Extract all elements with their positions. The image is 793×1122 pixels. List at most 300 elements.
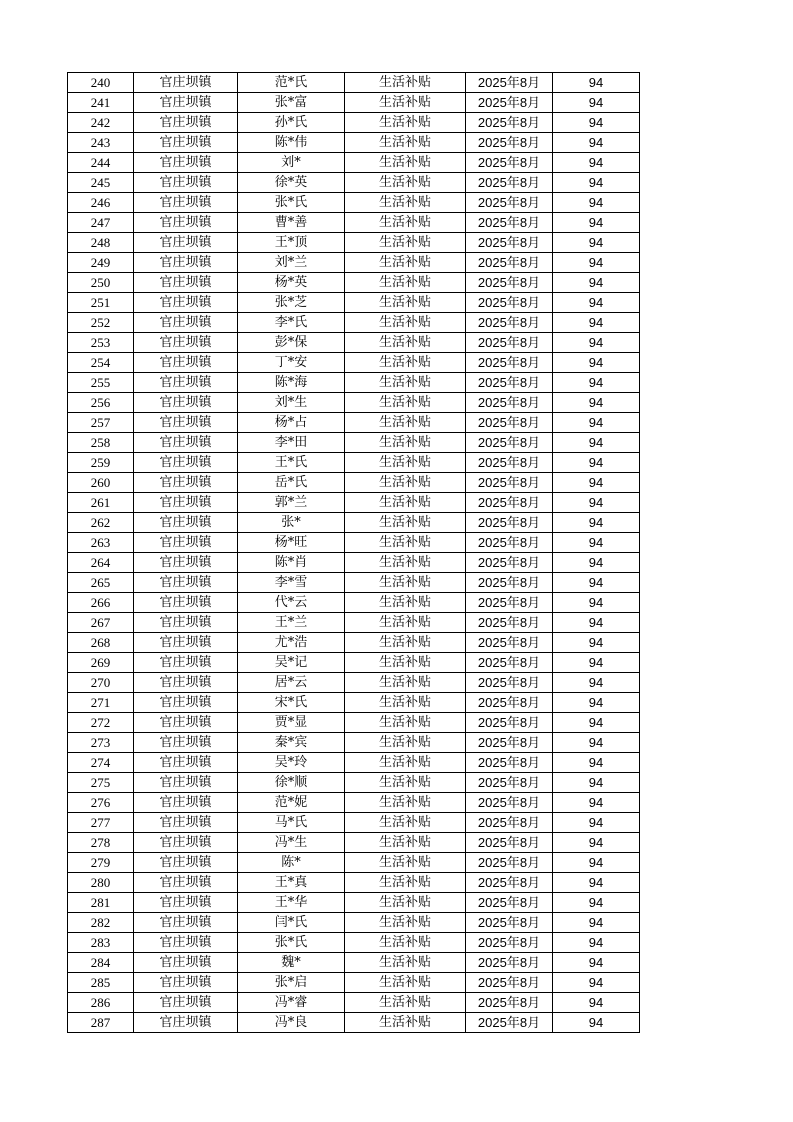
table-row xyxy=(68,493,640,513)
subsidy-type-cell: 生活补贴 xyxy=(345,333,466,353)
row-number-cell: 264 xyxy=(68,553,134,573)
row-number-cell: 252 xyxy=(68,313,134,333)
subsidy-type-cell: 生活补贴 xyxy=(345,453,466,473)
amount-cell: 94 xyxy=(553,653,640,673)
town-cell: 官庄坝镇 xyxy=(134,133,238,153)
name-cell: 范*氏 xyxy=(238,73,345,93)
subsidy-type-cell: 生活补贴 xyxy=(345,233,466,253)
period-cell: 2025年8月 xyxy=(466,993,553,1013)
table-row xyxy=(68,593,640,613)
row-number-cell: 286 xyxy=(68,993,134,1013)
subsidy-type-cell: 生活补贴 xyxy=(345,973,466,993)
table-row xyxy=(68,453,640,473)
subsidy-type-cell: 生活补贴 xyxy=(345,633,466,653)
town-cell: 官庄坝镇 xyxy=(134,773,238,793)
subsidy-type-cell: 生活补贴 xyxy=(345,833,466,853)
name-cell: 徐*顺 xyxy=(238,773,345,793)
amount-cell: 94 xyxy=(553,753,640,773)
amount-cell: 94 xyxy=(553,1013,640,1033)
subsidy-type-cell: 生活补贴 xyxy=(345,433,466,453)
name-cell: 岳*氏 xyxy=(238,473,345,493)
subsidy-type-cell: 生活补贴 xyxy=(345,673,466,693)
name-cell: 冯*良 xyxy=(238,1013,345,1033)
town-cell: 官庄坝镇 xyxy=(134,153,238,173)
amount-cell: 94 xyxy=(553,173,640,193)
period-cell: 2025年8月 xyxy=(466,173,553,193)
name-cell: 曹*善 xyxy=(238,213,345,233)
table-row xyxy=(68,473,640,493)
town-cell: 官庄坝镇 xyxy=(134,213,238,233)
period-cell: 2025年8月 xyxy=(466,413,553,433)
amount-cell: 94 xyxy=(553,973,640,993)
row-number-cell: 283 xyxy=(68,933,134,953)
name-cell: 居*云 xyxy=(238,673,345,693)
row-number-cell: 277 xyxy=(68,813,134,833)
amount-cell: 94 xyxy=(553,573,640,593)
amount-cell: 94 xyxy=(553,673,640,693)
town-cell: 官庄坝镇 xyxy=(134,353,238,373)
name-cell: 吴*玲 xyxy=(238,753,345,773)
amount-cell: 94 xyxy=(553,393,640,413)
row-number-cell: 266 xyxy=(68,593,134,613)
name-cell: 杨*占 xyxy=(238,413,345,433)
table-row xyxy=(68,1013,640,1033)
period-cell: 2025年8月 xyxy=(466,573,553,593)
table-row xyxy=(68,373,640,393)
subsidy-type-cell: 生活补贴 xyxy=(345,813,466,833)
subsidy-type-cell: 生活补贴 xyxy=(345,213,466,233)
name-cell: 李*雪 xyxy=(238,573,345,593)
town-cell: 官庄坝镇 xyxy=(134,833,238,853)
name-cell: 王*顶 xyxy=(238,233,345,253)
period-cell: 2025年8月 xyxy=(466,473,553,493)
town-cell: 官庄坝镇 xyxy=(134,993,238,1013)
amount-cell: 94 xyxy=(553,633,640,653)
period-cell: 2025年8月 xyxy=(466,153,553,173)
town-cell: 官庄坝镇 xyxy=(134,813,238,833)
period-cell: 2025年8月 xyxy=(466,453,553,473)
row-number-cell: 262 xyxy=(68,513,134,533)
amount-cell: 94 xyxy=(553,273,640,293)
subsidy-table xyxy=(67,72,640,1033)
table-row xyxy=(68,553,640,573)
town-cell: 官庄坝镇 xyxy=(134,293,238,313)
town-cell: 官庄坝镇 xyxy=(134,393,238,413)
table-row xyxy=(68,273,640,293)
name-cell: 宋*氏 xyxy=(238,693,345,713)
subsidy-type-cell: 生活补贴 xyxy=(345,873,466,893)
row-number-cell: 248 xyxy=(68,233,134,253)
table-body xyxy=(68,73,640,1033)
subsidy-type-cell: 生活补贴 xyxy=(345,173,466,193)
period-cell: 2025年8月 xyxy=(466,973,553,993)
table-row xyxy=(68,313,640,333)
amount-cell: 94 xyxy=(553,993,640,1013)
period-cell: 2025年8月 xyxy=(466,313,553,333)
town-cell: 官庄坝镇 xyxy=(134,313,238,333)
table-row xyxy=(68,353,640,373)
table-row xyxy=(68,913,640,933)
name-cell: 贾*显 xyxy=(238,713,345,733)
town-cell: 官庄坝镇 xyxy=(134,633,238,653)
amount-cell: 94 xyxy=(553,253,640,273)
row-number-cell: 240 xyxy=(68,73,134,93)
table-row xyxy=(68,233,640,253)
period-cell: 2025年8月 xyxy=(466,873,553,893)
amount-cell: 94 xyxy=(553,773,640,793)
town-cell: 官庄坝镇 xyxy=(134,573,238,593)
period-cell: 2025年8月 xyxy=(466,273,553,293)
row-number-cell: 243 xyxy=(68,133,134,153)
town-cell: 官庄坝镇 xyxy=(134,333,238,353)
row-number-cell: 259 xyxy=(68,453,134,473)
amount-cell: 94 xyxy=(553,833,640,853)
row-number-cell: 275 xyxy=(68,773,134,793)
amount-cell: 94 xyxy=(553,313,640,333)
amount-cell: 94 xyxy=(553,713,640,733)
town-cell: 官庄坝镇 xyxy=(134,653,238,673)
table-row xyxy=(68,513,640,533)
row-number-cell: 273 xyxy=(68,733,134,753)
period-cell: 2025年8月 xyxy=(466,613,553,633)
amount-cell: 94 xyxy=(553,873,640,893)
table-row xyxy=(68,933,640,953)
row-number-cell: 267 xyxy=(68,613,134,633)
town-cell: 官庄坝镇 xyxy=(134,673,238,693)
row-number-cell: 249 xyxy=(68,253,134,273)
amount-cell: 94 xyxy=(553,133,640,153)
table-row xyxy=(68,173,640,193)
town-cell: 官庄坝镇 xyxy=(134,253,238,273)
period-cell: 2025年8月 xyxy=(466,1013,553,1033)
amount-cell: 94 xyxy=(553,73,640,93)
town-cell: 官庄坝镇 xyxy=(134,113,238,133)
name-cell: 徐*英 xyxy=(238,173,345,193)
amount-cell: 94 xyxy=(553,293,640,313)
name-cell: 张*氏 xyxy=(238,933,345,953)
subsidy-type-cell: 生活补贴 xyxy=(345,853,466,873)
town-cell: 官庄坝镇 xyxy=(134,793,238,813)
row-number-cell: 284 xyxy=(68,953,134,973)
subsidy-type-cell: 生活补贴 xyxy=(345,413,466,433)
row-number-cell: 245 xyxy=(68,173,134,193)
town-cell: 官庄坝镇 xyxy=(134,873,238,893)
town-cell: 官庄坝镇 xyxy=(134,433,238,453)
table-row xyxy=(68,613,640,633)
name-cell: 刘*生 xyxy=(238,393,345,413)
period-cell: 2025年8月 xyxy=(466,393,553,413)
name-cell: 陈* xyxy=(238,853,345,873)
name-cell: 杨*旺 xyxy=(238,533,345,553)
town-cell: 官庄坝镇 xyxy=(134,913,238,933)
row-number-cell: 280 xyxy=(68,873,134,893)
town-cell: 官庄坝镇 xyxy=(134,1013,238,1033)
table-row xyxy=(68,873,640,893)
amount-cell: 94 xyxy=(553,553,640,573)
town-cell: 官庄坝镇 xyxy=(134,193,238,213)
name-cell: 张*启 xyxy=(238,973,345,993)
name-cell: 李*田 xyxy=(238,433,345,453)
subsidy-type-cell: 生活补贴 xyxy=(345,253,466,273)
row-number-cell: 274 xyxy=(68,753,134,773)
town-cell: 官庄坝镇 xyxy=(134,853,238,873)
row-number-cell: 263 xyxy=(68,533,134,553)
amount-cell: 94 xyxy=(553,933,640,953)
amount-cell: 94 xyxy=(553,513,640,533)
amount-cell: 94 xyxy=(553,893,640,913)
amount-cell: 94 xyxy=(553,333,640,353)
period-cell: 2025年8月 xyxy=(466,493,553,513)
name-cell: 王*氏 xyxy=(238,453,345,473)
table-row xyxy=(68,293,640,313)
period-cell: 2025年8月 xyxy=(466,193,553,213)
period-cell: 2025年8月 xyxy=(466,593,553,613)
table-row xyxy=(68,893,640,913)
row-number-cell: 268 xyxy=(68,633,134,653)
subsidy-type-cell: 生活补贴 xyxy=(345,313,466,333)
row-number-cell: 256 xyxy=(68,393,134,413)
town-cell: 官庄坝镇 xyxy=(134,93,238,113)
period-cell: 2025年8月 xyxy=(466,933,553,953)
table-row xyxy=(68,853,640,873)
town-cell: 官庄坝镇 xyxy=(134,693,238,713)
town-cell: 官庄坝镇 xyxy=(134,273,238,293)
subsidy-type-cell: 生活补贴 xyxy=(345,93,466,113)
name-cell: 刘*兰 xyxy=(238,253,345,273)
name-cell: 吴*记 xyxy=(238,653,345,673)
subsidy-type-cell: 生活补贴 xyxy=(345,293,466,313)
period-cell: 2025年8月 xyxy=(466,673,553,693)
row-number-cell: 250 xyxy=(68,273,134,293)
town-cell: 官庄坝镇 xyxy=(134,593,238,613)
period-cell: 2025年8月 xyxy=(466,253,553,273)
table-row xyxy=(68,673,640,693)
name-cell: 王*真 xyxy=(238,873,345,893)
row-number-cell: 271 xyxy=(68,693,134,713)
subsidy-type-cell: 生活补贴 xyxy=(345,553,466,573)
amount-cell: 94 xyxy=(553,453,640,473)
name-cell: 李*氏 xyxy=(238,313,345,333)
subsidy-type-cell: 生活补贴 xyxy=(345,953,466,973)
period-cell: 2025年8月 xyxy=(466,133,553,153)
period-cell: 2025年8月 xyxy=(466,73,553,93)
period-cell: 2025年8月 xyxy=(466,733,553,753)
table-row xyxy=(68,813,640,833)
name-cell: 闫*氏 xyxy=(238,913,345,933)
row-number-cell: 258 xyxy=(68,433,134,453)
period-cell: 2025年8月 xyxy=(466,293,553,313)
amount-cell: 94 xyxy=(553,113,640,133)
subsidy-type-cell: 生活补贴 xyxy=(345,573,466,593)
name-cell: 冯*睿 xyxy=(238,993,345,1013)
row-number-cell: 285 xyxy=(68,973,134,993)
table-row xyxy=(68,253,640,273)
name-cell: 张*富 xyxy=(238,93,345,113)
name-cell: 彭*保 xyxy=(238,333,345,353)
town-cell: 官庄坝镇 xyxy=(134,933,238,953)
town-cell: 官庄坝镇 xyxy=(134,373,238,393)
amount-cell: 94 xyxy=(553,353,640,373)
table-row xyxy=(68,533,640,553)
period-cell: 2025年8月 xyxy=(466,353,553,373)
name-cell: 尤*浩 xyxy=(238,633,345,653)
table-row xyxy=(68,113,640,133)
town-cell: 官庄坝镇 xyxy=(134,973,238,993)
period-cell: 2025年8月 xyxy=(466,513,553,533)
period-cell: 2025年8月 xyxy=(466,333,553,353)
subsidy-type-cell: 生活补贴 xyxy=(345,393,466,413)
period-cell: 2025年8月 xyxy=(466,633,553,653)
period-cell: 2025年8月 xyxy=(466,653,553,673)
row-number-cell: 257 xyxy=(68,413,134,433)
row-number-cell: 279 xyxy=(68,853,134,873)
town-cell: 官庄坝镇 xyxy=(134,233,238,253)
town-cell: 官庄坝镇 xyxy=(134,753,238,773)
period-cell: 2025年8月 xyxy=(466,233,553,253)
name-cell: 张*芝 xyxy=(238,293,345,313)
amount-cell: 94 xyxy=(553,373,640,393)
subsidy-type-cell: 生活补贴 xyxy=(345,193,466,213)
period-cell: 2025年8月 xyxy=(466,213,553,233)
subsidy-type-cell: 生活补贴 xyxy=(345,133,466,153)
row-number-cell: 287 xyxy=(68,1013,134,1033)
row-number-cell: 251 xyxy=(68,293,134,313)
period-cell: 2025年8月 xyxy=(466,93,553,113)
amount-cell: 94 xyxy=(553,953,640,973)
period-cell: 2025年8月 xyxy=(466,113,553,133)
row-number-cell: 278 xyxy=(68,833,134,853)
period-cell: 2025年8月 xyxy=(466,753,553,773)
subsidy-type-cell: 生活补贴 xyxy=(345,113,466,133)
table-row xyxy=(68,133,640,153)
period-cell: 2025年8月 xyxy=(466,773,553,793)
amount-cell: 94 xyxy=(553,433,640,453)
table-row xyxy=(68,833,640,853)
table-row xyxy=(68,713,640,733)
row-number-cell: 261 xyxy=(68,493,134,513)
subsidy-type-cell: 生活补贴 xyxy=(345,153,466,173)
town-cell: 官庄坝镇 xyxy=(134,493,238,513)
row-number-cell: 270 xyxy=(68,673,134,693)
amount-cell: 94 xyxy=(553,853,640,873)
period-cell: 2025年8月 xyxy=(466,953,553,973)
subsidy-type-cell: 生活补贴 xyxy=(345,753,466,773)
amount-cell: 94 xyxy=(553,813,640,833)
table-row xyxy=(68,753,640,773)
name-cell: 陈*海 xyxy=(238,373,345,393)
table-row xyxy=(68,573,640,593)
amount-cell: 94 xyxy=(553,793,640,813)
amount-cell: 94 xyxy=(553,693,640,713)
row-number-cell: 260 xyxy=(68,473,134,493)
row-number-cell: 272 xyxy=(68,713,134,733)
table-row xyxy=(68,953,640,973)
name-cell: 冯*生 xyxy=(238,833,345,853)
row-number-cell: 281 xyxy=(68,893,134,913)
amount-cell: 94 xyxy=(553,213,640,233)
town-cell: 官庄坝镇 xyxy=(134,413,238,433)
table-row xyxy=(68,733,640,753)
subsidy-type-cell: 生活补贴 xyxy=(345,533,466,553)
amount-cell: 94 xyxy=(553,413,640,433)
name-cell: 马*氏 xyxy=(238,813,345,833)
town-cell: 官庄坝镇 xyxy=(134,553,238,573)
town-cell: 官庄坝镇 xyxy=(134,73,238,93)
amount-cell: 94 xyxy=(553,733,640,753)
subsidy-type-cell: 生活补贴 xyxy=(345,913,466,933)
town-cell: 官庄坝镇 xyxy=(134,513,238,533)
subsidy-type-cell: 生活补贴 xyxy=(345,713,466,733)
subsidy-type-cell: 生活补贴 xyxy=(345,993,466,1013)
row-number-cell: 282 xyxy=(68,913,134,933)
name-cell: 陈*伟 xyxy=(238,133,345,153)
name-cell: 秦*宾 xyxy=(238,733,345,753)
subsidy-type-cell: 生活补贴 xyxy=(345,593,466,613)
table-row xyxy=(68,993,640,1013)
table-row xyxy=(68,413,640,433)
period-cell: 2025年8月 xyxy=(466,853,553,873)
period-cell: 2025年8月 xyxy=(466,913,553,933)
name-cell: 丁*安 xyxy=(238,353,345,373)
subsidy-type-cell: 生活补贴 xyxy=(345,693,466,713)
table-row xyxy=(68,73,640,93)
row-number-cell: 242 xyxy=(68,113,134,133)
table-row xyxy=(68,193,640,213)
subsidy-type-cell: 生活补贴 xyxy=(345,493,466,513)
period-cell: 2025年8月 xyxy=(466,833,553,853)
name-cell: 陈*肖 xyxy=(238,553,345,573)
subsidy-type-cell: 生活补贴 xyxy=(345,653,466,673)
town-cell: 官庄坝镇 xyxy=(134,533,238,553)
name-cell: 王*兰 xyxy=(238,613,345,633)
row-number-cell: 247 xyxy=(68,213,134,233)
table-row xyxy=(68,773,640,793)
town-cell: 官庄坝镇 xyxy=(134,453,238,473)
name-cell: 刘* xyxy=(238,153,345,173)
table-row xyxy=(68,213,640,233)
row-number-cell: 255 xyxy=(68,373,134,393)
subsidy-type-cell: 生活补贴 xyxy=(345,473,466,493)
table-row xyxy=(68,433,640,453)
amount-cell: 94 xyxy=(553,913,640,933)
period-cell: 2025年8月 xyxy=(466,693,553,713)
row-number-cell: 241 xyxy=(68,93,134,113)
name-cell: 王*华 xyxy=(238,893,345,913)
town-cell: 官庄坝镇 xyxy=(134,733,238,753)
subsidy-type-cell: 生活补贴 xyxy=(345,773,466,793)
subsidy-type-cell: 生活补贴 xyxy=(345,513,466,533)
subsidy-type-cell: 生活补贴 xyxy=(345,73,466,93)
amount-cell: 94 xyxy=(553,153,640,173)
row-number-cell: 276 xyxy=(68,793,134,813)
table-row xyxy=(68,153,640,173)
subsidy-type-cell: 生活补贴 xyxy=(345,733,466,753)
name-cell: 范*妮 xyxy=(238,793,345,813)
table-row xyxy=(68,793,640,813)
period-cell: 2025年8月 xyxy=(466,793,553,813)
period-cell: 2025年8月 xyxy=(466,713,553,733)
name-cell: 郭*兰 xyxy=(238,493,345,513)
subsidy-type-cell: 生活补贴 xyxy=(345,373,466,393)
amount-cell: 94 xyxy=(553,593,640,613)
name-cell: 代*云 xyxy=(238,593,345,613)
subsidy-type-cell: 生活补贴 xyxy=(345,933,466,953)
row-number-cell: 244 xyxy=(68,153,134,173)
name-cell: 张* xyxy=(238,513,345,533)
table-row xyxy=(68,333,640,353)
row-number-cell: 254 xyxy=(68,353,134,373)
amount-cell: 94 xyxy=(553,93,640,113)
